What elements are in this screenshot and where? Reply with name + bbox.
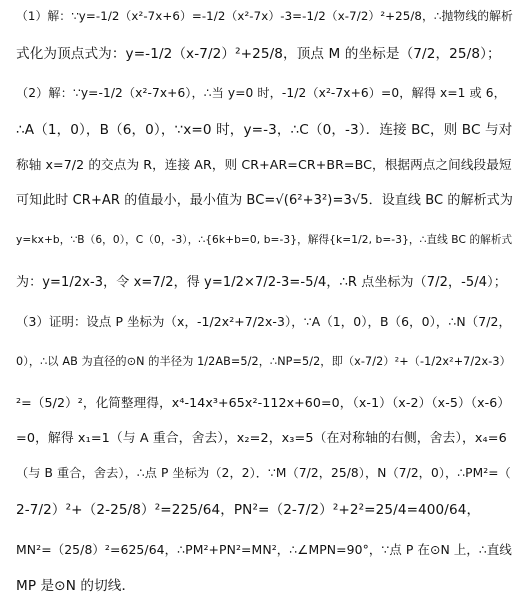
solution-line-12: =0，解得 x₁=1（与 A 重合，舍去），x₂=2，x₃=5（在对称轴的右侧，舍去），x₄=6 [16, 431, 507, 446]
solution-line-11: ²=（5/2）²，化简整理得，x⁴-14x³+65x²-112x+60=0，（x-1）（x-2）（x-5）（x-6） [16, 395, 511, 410]
solution-line-8: 为：y=1/2x-3，令 x=7/2，得 y=1/2×7/2-3=-5/4，∴R 点坐标为（7/2，-5/4）； [16, 275, 507, 290]
solution-line-10: 0），∴以 AB 为直径的⊙N 的半径为 1/2AB=5/2，∴NP=5/2，即（x-7/2）²+（-1/2x²+7/2x-3） [16, 355, 511, 368]
solution-line-9: （3）证明：设点 P 坐标为（x，-1/2x²+7/2x-3），∵A（1，0），B（6，0），∴N（7/2， [16, 314, 511, 329]
solution-line-14: 2-7/2）²+（2-25/8）²=225/64，PN²=（2-7/2）²+2²=25/4=400/64， [16, 502, 481, 518]
solution-line-7: y=kx+b，∵B（6，0），C（0，-3），∴{6k+b=0, b=-3}，解得{k=1/2, b=-3}，∴直线 BC 的解析式 [16, 234, 513, 246]
solution-line-1: （1）解：∵y=-1/2（x²-7x+6）=-1/2（x²-7x）-3=-1/2（x-7/2）²+25/8，∴抛物线的解析 [16, 9, 513, 23]
solution-line-2: 式化为顶点式为：y=-1/2（x-7/2）²+25/8，顶点 M 的坐标是（7/2，25/8）； [16, 46, 501, 62]
solution-line-15: MN²=（25/8）²=625/64，∴PM²+PN²=MN²，∴∠MPN=90°，∵点 P 在⊙N 上，∴直线 [16, 542, 512, 557]
solution-line-6: 可知此时 CR+AR 的值最小，最小值为 BC=√(6²+3²)=3√5．设直线 BC 的解析式为 [16, 193, 513, 208]
solution-line-13: （与 B 重合，舍去），∴点 P 坐标为（2，2）．∵M（7/2，25/8），N（7/2，0），∴PM²=（ [16, 466, 511, 480]
solution-line-3: （2）解：∵y=-1/2（x²-7x+6），∴当 y=0 时，-1/2（x²-7x+6）=0，解得 x=1 或 6， [16, 86, 506, 100]
solution-line-4: ∴A（1，0），B（6，0），∵x=0 时，y=-3，∴C（0，-3）．连接 BC，则 BC 与对 [16, 122, 513, 138]
solution-line-16: MP 是⊙N 的切线． [16, 578, 136, 594]
solution-line-5: 称轴 x=7/2 的交点为 R，连接 AR，则 CR+AR=CR+BR=BC，根据两点之间线段最短 [16, 157, 512, 172]
